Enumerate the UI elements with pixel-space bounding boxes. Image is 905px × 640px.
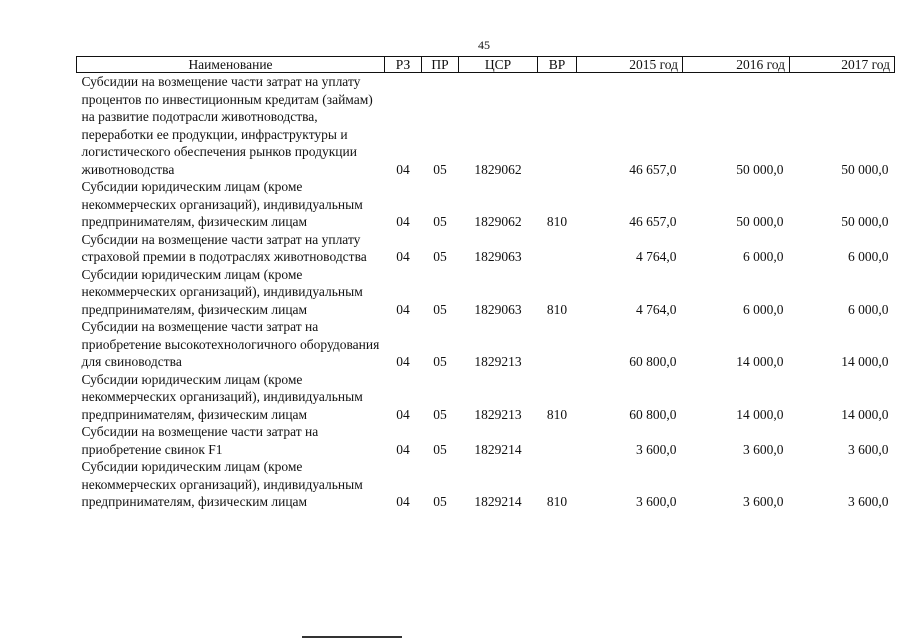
cell-pr: 05 [433,441,447,457]
cell-y2016: 3 600,0 [743,494,784,509]
cell-y2016: 3 600,0 [743,441,784,457]
cell-y2017: 50 000,0 [841,161,889,177]
cell-y2017: 6 000,0 [848,301,889,317]
cell-y2016: 6 000,0 [743,249,784,264]
cell-pr: 05 [433,354,447,369]
cell-name: Субсидии на возмещение части затрат на приобретение высокотехнологичного оборудования для свиноводства [81,319,380,369]
cell-y2017: 3 600,0 [848,441,889,457]
cell-y2016: 50 000,0 [736,214,784,229]
cell-y2015: 46 657,0 [629,161,677,177]
cell-vr [538,318,577,371]
header-2016: 2016 год [683,57,790,73]
cell-y2015: 4 764,0 [636,301,677,317]
table-row [77,73,895,179]
cell-pr: 05 [433,406,447,422]
cell-name: Субсидии на возмещение части затрат на приобретение свинок F1 [81,424,319,457]
page-edge-mark [302,636,402,638]
cell-y2016: 14 000,0 [736,354,784,369]
cell-csr: 1829063 [474,301,522,317]
budget-table [76,56,895,511]
cell-csr: 1829214 [474,494,522,509]
cell-pr: 05 [433,301,447,317]
table-row [77,266,895,319]
cell-rz: 04 [396,441,410,457]
cell-vr: 810 [546,301,568,317]
table-row [77,458,895,511]
table-row [77,423,895,458]
cell-name: Субсидии на возмещение части затрат на уплату процентов по инвестиционным кредитам (займам) на развитие подотрасли животноводства, переработки ее продукции, инфраструктуры и логистического обеспечения рынков продукции животноводства [81,74,373,177]
cell-y2015: 46 657,0 [629,214,677,229]
cell-name: Субсидии юридическим лицам (кроме некоммерческих организаций), индивидуальным предпринимателям, физическим лицам [81,371,363,422]
table-row [77,178,895,231]
cell-vr [538,231,577,266]
table-row [77,371,895,424]
table-header-row [77,57,895,73]
header-name: Наименование [77,57,385,73]
cell-pr: 05 [433,494,447,509]
table-row [77,231,895,266]
table-row [77,318,895,371]
cell-y2016: 50 000,0 [736,161,784,177]
cell-vr: 810 [546,214,568,229]
cell-rz: 04 [396,249,410,264]
cell-pr: 05 [433,161,447,177]
cell-pr: 05 [433,249,447,264]
cell-name: Субсидии юридическим лицам (кроме некоммерческих организаций), индивидуальным предпринимателям, физическим лицам [81,179,363,229]
header-csr: ЦСР [459,57,538,73]
table-body [77,73,895,511]
cell-y2017: 14 000,0 [841,406,889,422]
cell-rz: 04 [396,161,410,177]
cell-vr: 810 [546,494,568,509]
cell-name: Субсидии юридическим лицам (кроме некоммерческих организаций), индивидуальным предпринимателям, физическим лицам [81,459,363,509]
cell-csr: 1829214 [474,441,522,457]
cell-rz: 04 [396,214,410,229]
cell-y2015: 3 600,0 [636,441,677,457]
cell-y2017: 6 000,0 [848,249,889,264]
cell-vr: 810 [546,406,568,422]
cell-name: Субсидии юридическим лицам (кроме некоммерческих организаций), индивидуальным предпринимателям, физическим лицам [81,266,363,317]
header-2017: 2017 год [790,57,895,73]
header-rz: РЗ [385,57,422,73]
header-2015: 2015 год [577,57,683,73]
cell-y2016: 14 000,0 [736,406,784,422]
cell-y2017: 50 000,0 [841,214,889,229]
cell-csr: 1829062 [474,214,522,229]
cell-y2016: 6 000,0 [743,301,784,317]
header-vr: ВР [538,57,577,73]
page-number: 45 [478,38,490,52]
cell-rz: 04 [396,301,410,317]
cell-y2015: 60 800,0 [629,406,677,422]
header-pr: ПР [422,57,459,73]
cell-y2015: 4 764,0 [636,249,677,264]
cell-pr: 05 [433,214,447,229]
cell-y2015: 3 600,0 [636,494,677,509]
cell-csr: 1829213 [474,406,522,422]
cell-csr: 1829063 [474,249,522,264]
cell-csr: 1829062 [474,161,522,177]
cell-vr [538,73,577,179]
cell-rz: 04 [396,354,410,369]
cell-y2015: 60 800,0 [629,354,677,369]
cell-rz: 04 [396,494,410,509]
cell-y2017: 3 600,0 [848,494,889,509]
cell-csr: 1829213 [474,354,522,369]
cell-name: Субсидии на возмещение части затрат на уплату страховой премии в подотраслях животноводства [81,231,367,264]
cell-vr [538,423,577,458]
cell-y2017: 14 000,0 [841,354,889,369]
cell-rz: 04 [396,406,410,422]
